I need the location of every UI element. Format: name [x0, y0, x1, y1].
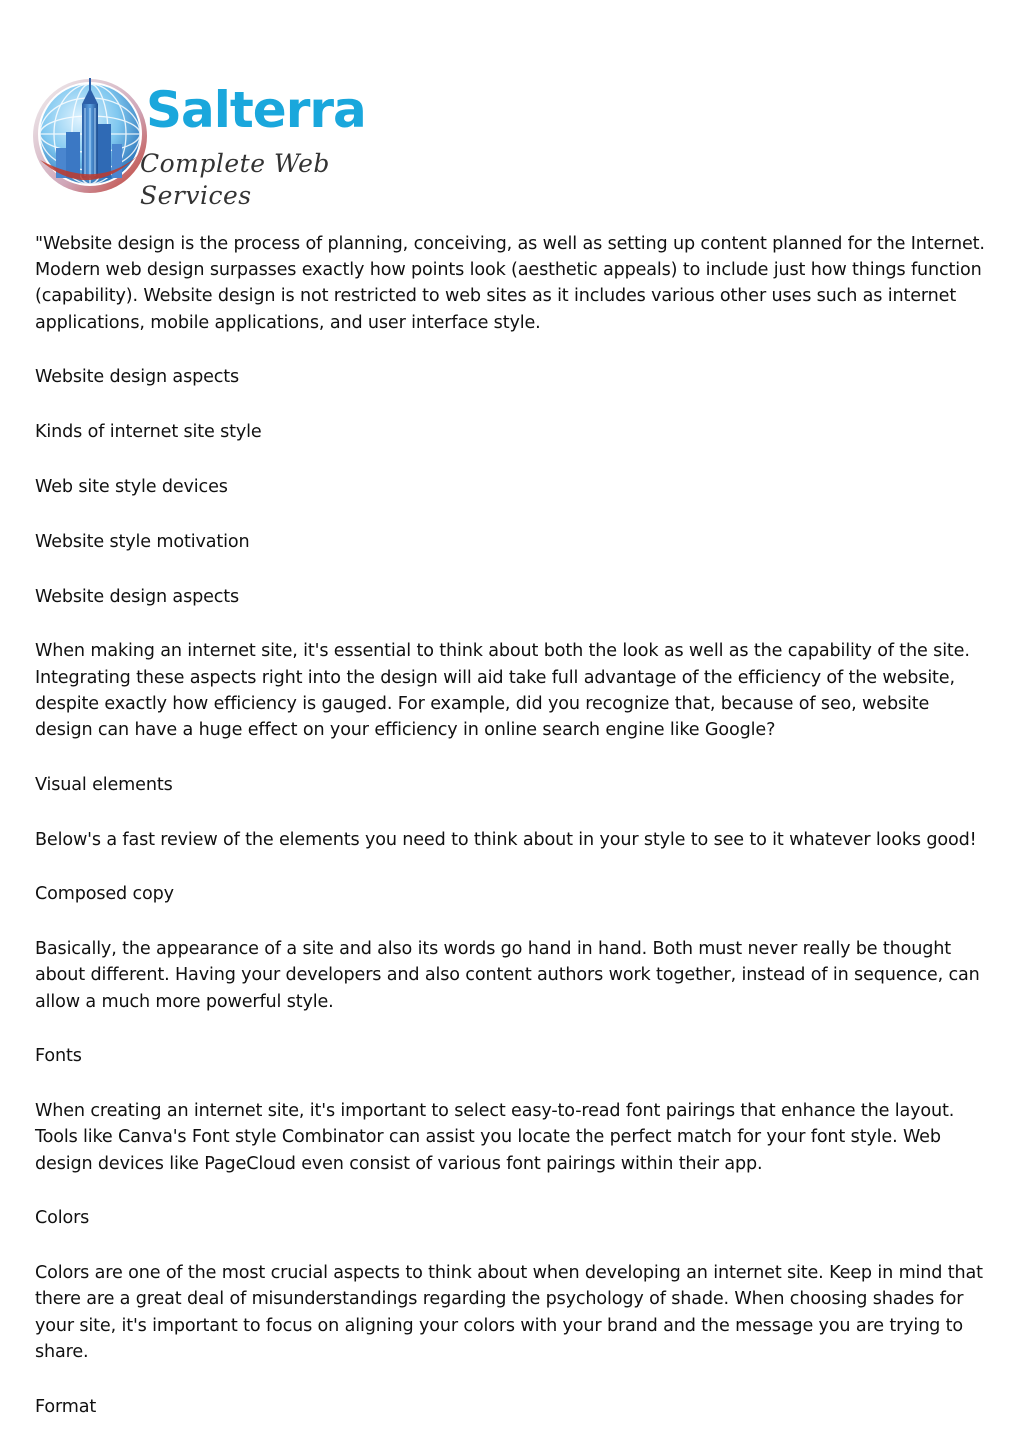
salterra-logo: [30, 74, 390, 210]
section-heading: Composed copy: [35, 884, 174, 905]
section-heading: Fonts: [35, 1046, 82, 1067]
list-item: Website design aspects: [35, 367, 240, 388]
section-heading: Visual elements: [35, 774, 173, 795]
article-body: [35, 231, 985, 1448]
intro-paragraph: "Website design is the process of planning, conceiving, as well as setting up content planned for the Internet. Modern web design surpasses exactly how points look (aesthetic appeals) to include just how things function (capability). Website design is not restricted to web sites as it includes various other uses such as internet applications, mobile applications, and user interface style.: [35, 234, 985, 333]
body-paragraph: When making an internet site, it's essential to think about both the look as well as the capability of the site. Integrating these aspects right into the design will aid take full advantage of the efficiency of the website, despite exactly how efficiency is gauged. For example, did you recognize that, because of seo, website design can have a huge effect on your efficiency in online search engine like Google?: [35, 641, 970, 740]
body-paragraph: Colors are one of the most crucial aspects to think about when developing an internet site. Keep in mind that there are a great deal of misunderstandings regarding the psychology of shade. When choosing shades for your site, it's important to focus on aligning your colors with your brand and the message you are trying to share.: [35, 1263, 983, 1362]
list-item: Kinds of internet site style: [35, 422, 262, 443]
logo-brand: Salterra: [146, 81, 366, 139]
body-paragraph: When creating an internet site, it's important to select easy-to-read font pairings that enhance the layout. Tools like Canva's Font style Combinator can assist you locate the perfect match for your font style. Web design devices like PageCloud even consist of various font pairings within their app.: [35, 1101, 955, 1174]
logo-tagline: Complete Web Services: [140, 149, 330, 210]
body-paragraph: Below's a fast review of the elements you need to think about in your style to see to it whatever looks good!: [35, 829, 977, 850]
list-item: Web site style devices: [35, 477, 228, 497]
section-heading: Website design aspects: [35, 586, 240, 607]
body-paragraph: Basically, the appearance of a site and also its words go hand in hand. Both must never really be thought about different. Having your developers and also content authors work together, instead of in sequence, can allow a much more powerful style.: [35, 939, 980, 1012]
section-heading: Colors: [35, 1208, 90, 1229]
section-heading: Format: [35, 1396, 97, 1417]
list-item: Website style motivation: [35, 531, 250, 552]
